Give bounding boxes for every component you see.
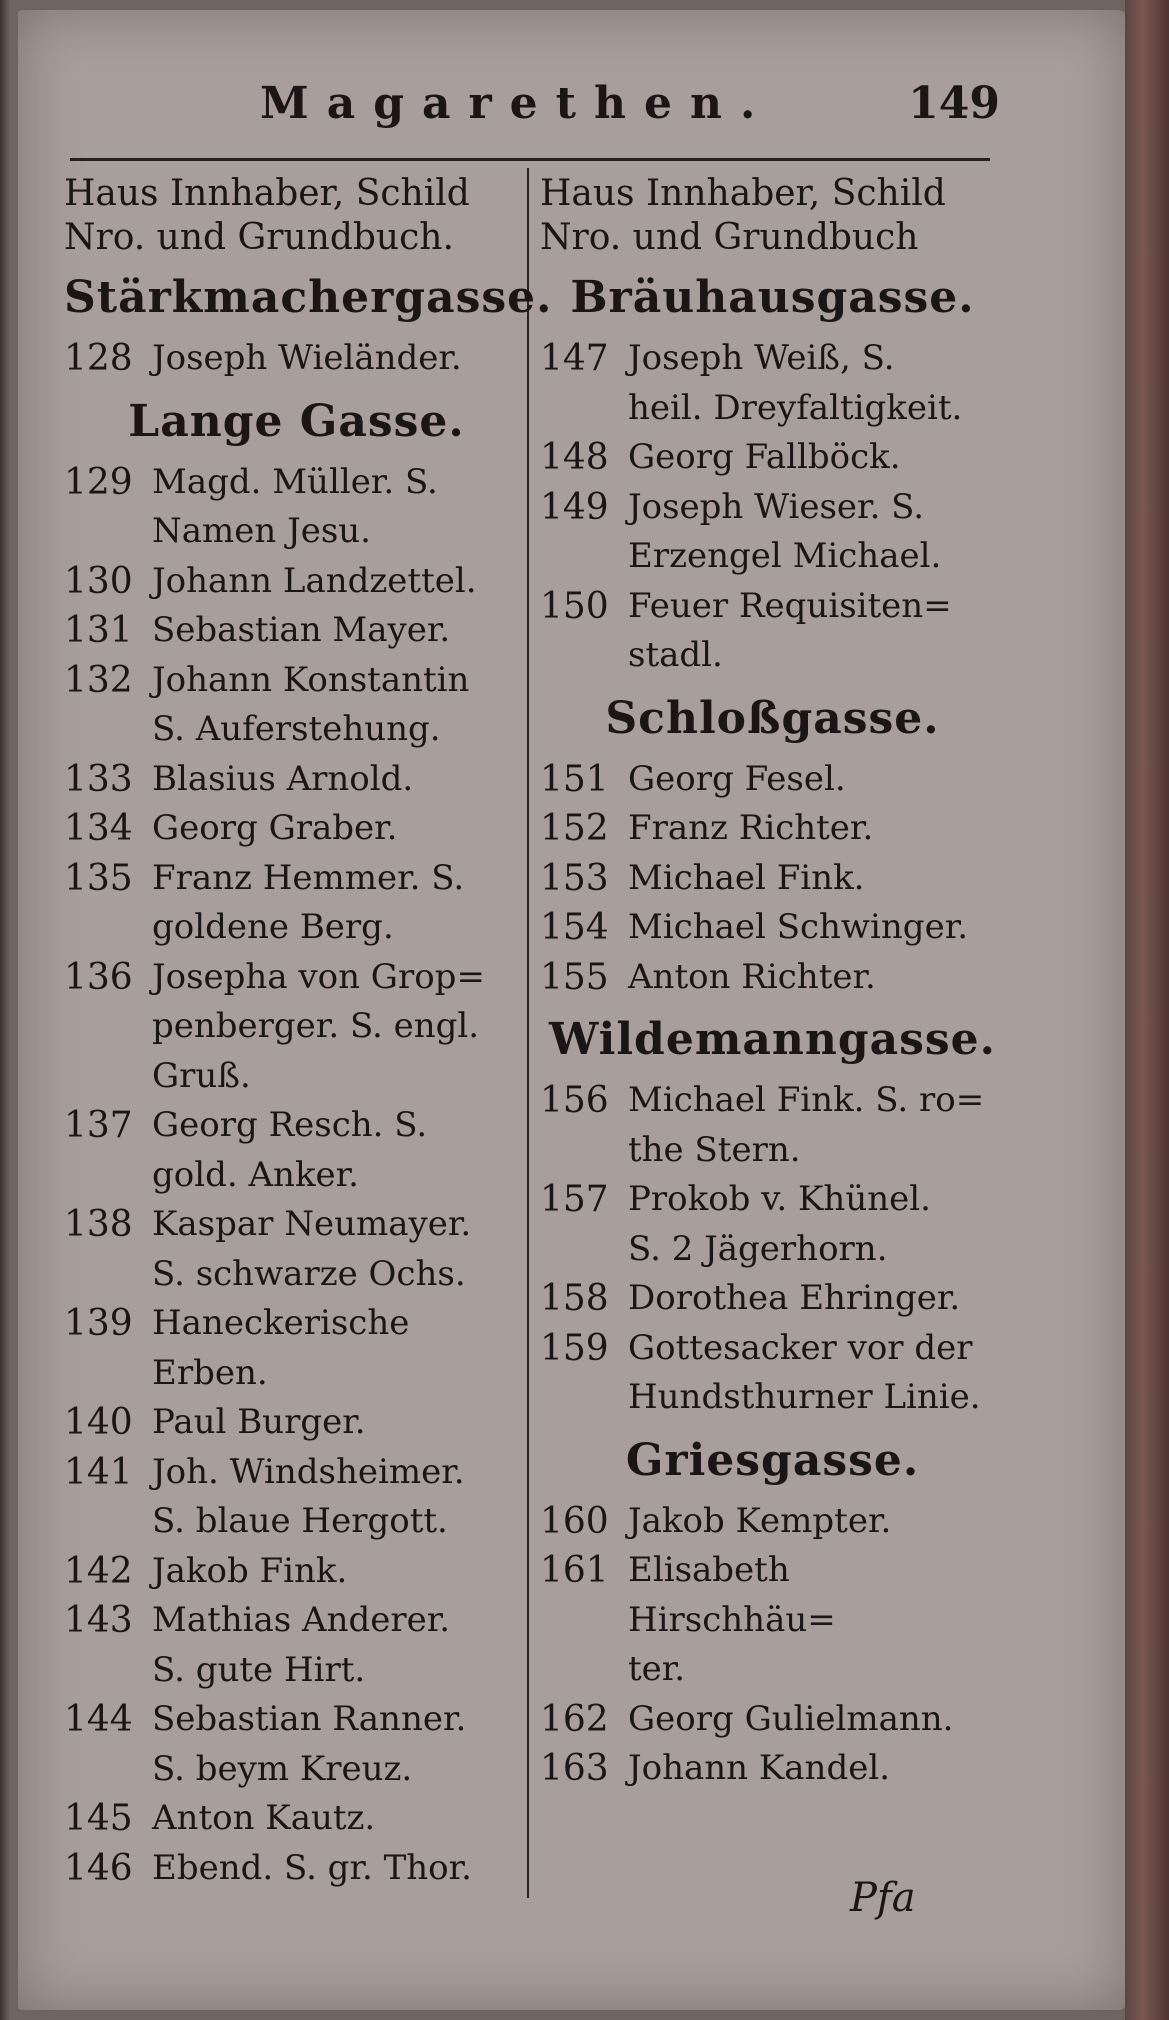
house-entry — [540, 1274, 1005, 1324]
owner-line: Kaspar Neumayer. — [152, 1204, 472, 1244]
column-header — [64, 172, 529, 260]
owner-text — [152, 458, 529, 557]
owner-text — [628, 1546, 1005, 1695]
house-number: 144 — [64, 1699, 133, 1740]
house-entry — [540, 582, 1005, 681]
owner-text — [152, 334, 529, 384]
house-number: 146 — [64, 1847, 133, 1889]
owner-line: S. schwarze Ochs. — [152, 1253, 466, 1294]
street-heading: Wildemanngasse. — [548, 1014, 996, 1065]
house-entry — [540, 953, 1005, 1003]
owner-text — [628, 1744, 1005, 1794]
owner-line: Michael Schwinger. — [628, 907, 969, 947]
owner-line: Joseph Weiß, S. — [628, 338, 895, 378]
house-entry — [64, 1299, 529, 1398]
owner-line: Ebend. S. gr. Thor. — [152, 1847, 472, 1888]
owner-line: goldene Berg. — [152, 907, 394, 947]
right-column — [540, 172, 1005, 1794]
house-entry — [64, 1547, 529, 1597]
owner-text — [152, 1695, 529, 1794]
house-entry — [64, 1101, 529, 1200]
house-entry — [64, 458, 529, 557]
house-number: 163 — [540, 1748, 609, 1789]
owner-line: Dorothea Ehringer. — [628, 1278, 961, 1318]
owner-line: Georg Graber. — [152, 808, 398, 848]
owner-text — [628, 1274, 1005, 1324]
owner-line: Franz Richter. — [628, 808, 874, 848]
owner-text — [628, 1076, 1005, 1175]
owner-text — [152, 557, 529, 607]
owner-line: Georg Fesel. — [628, 758, 846, 799]
house-number: 141 — [64, 1451, 133, 1493]
owner-text — [628, 433, 1005, 483]
owner-line: penberger. S. engl. — [152, 1006, 480, 1046]
owner-text — [628, 755, 1005, 805]
owner-line: the Stern. — [628, 1129, 801, 1170]
house-entry — [540, 1744, 1005, 1794]
owner-line: Michael Fink. — [628, 857, 865, 898]
house-number: 137 — [64, 1105, 133, 1146]
owner-line: S. gute Hirt. — [152, 1649, 366, 1690]
house-number: 153 — [540, 857, 609, 899]
owner-line: Mathias Anderer. — [152, 1600, 451, 1640]
house-entry — [64, 1695, 529, 1794]
owner-text — [152, 656, 529, 755]
house-entry — [540, 483, 1005, 582]
street-heading: Schloßgasse. — [605, 692, 940, 744]
house-number: 131 — [64, 610, 133, 651]
owner-line: Paul Burger. — [152, 1402, 366, 1442]
owner-line: S. blaue Hergott. — [152, 1501, 448, 1541]
owner-text — [628, 582, 1005, 681]
house-number: 148 — [540, 437, 609, 478]
house-number: 149 — [540, 486, 609, 528]
street-heading: Stärkmachergasse. — [64, 272, 553, 323]
page-number: 149 — [908, 78, 1000, 129]
owner-text — [628, 804, 1005, 854]
column-header-line: Haus Innhaber, Schild — [540, 173, 946, 214]
owner-line: Gruß. — [152, 1055, 251, 1096]
owner-text — [152, 1596, 529, 1695]
owner-line: Michael Fink. S. ro= — [628, 1080, 985, 1120]
owner-line: Joseph Wieländer. — [152, 338, 462, 378]
owner-line: gold. Anker. — [152, 1154, 359, 1195]
house-entry — [540, 334, 1005, 433]
owner-line: Gottesacker vor der — [628, 1327, 973, 1368]
owner-text — [152, 1844, 529, 1894]
owner-line: Johann Landzettel. — [152, 560, 477, 601]
house-entry — [64, 804, 529, 854]
catchword: Pfa — [850, 1875, 916, 1921]
house-number: 155 — [540, 956, 609, 998]
house-entry — [64, 755, 529, 805]
owner-text — [628, 903, 1005, 953]
owner-line: S. 2 Jägerhorn. — [628, 1228, 888, 1269]
house-number: 136 — [64, 956, 133, 998]
house-entry — [64, 656, 529, 755]
owner-text — [628, 1695, 1005, 1745]
owner-text — [152, 1448, 529, 1547]
column-header — [540, 172, 1005, 260]
owner-text — [628, 1497, 1005, 1547]
owner-text — [152, 1398, 529, 1448]
house-number: 132 — [64, 659, 133, 701]
house-entry — [64, 1398, 529, 1448]
house-number: 162 — [540, 1698, 609, 1740]
house-entry — [540, 903, 1005, 953]
house-entry — [64, 854, 529, 953]
page-header — [60, 70, 1000, 140]
house-entry — [540, 1546, 1005, 1695]
owner-text — [628, 1324, 1005, 1423]
house-number: 161 — [540, 1550, 609, 1591]
street-heading: Griesgasse. — [625, 1434, 920, 1486]
house-number: 154 — [540, 907, 609, 948]
owner-line: S. Auferstehung. — [152, 709, 441, 749]
house-number: 158 — [540, 1278, 609, 1319]
owner-text — [628, 334, 1005, 433]
house-number: 138 — [64, 1204, 133, 1245]
left-entries — [64, 270, 553, 1893]
running-head: Magarethen. — [260, 78, 774, 129]
owner-line: Elisabeth Hirschhäu= — [628, 1550, 836, 1640]
owner-line: Georg Gulielmann. — [628, 1698, 954, 1739]
owner-text — [152, 755, 529, 805]
owner-line: Franz Hemmer. S. — [152, 857, 465, 898]
owner-line: Namen Jesu. — [152, 511, 371, 551]
owner-line: Sebastian Mayer. — [152, 610, 451, 650]
owner-text — [152, 1547, 529, 1597]
owner-line: Feuer Requisiten= — [628, 585, 952, 626]
owner-line: Jakob Kempter. — [628, 1500, 892, 1541]
owner-line: Joh. Windsheimer. — [152, 1451, 465, 1492]
house-number: 128 — [64, 338, 133, 379]
owner-line: Prokob v. Khünel. — [628, 1179, 931, 1219]
house-entry — [540, 433, 1005, 483]
owner-text — [628, 953, 1005, 1003]
owner-line: S. beym Kreuz. — [152, 1748, 413, 1789]
house-entry — [540, 755, 1005, 805]
owner-text — [152, 953, 529, 1102]
street-heading: Bräuhausgasse. — [570, 272, 975, 323]
left-column — [64, 172, 553, 1893]
owner-text — [628, 1175, 1005, 1274]
house-entry — [540, 1324, 1005, 1423]
house-number: 159 — [540, 1327, 609, 1369]
house-entry — [64, 557, 529, 607]
house-entry — [64, 1448, 529, 1547]
right-entries — [540, 270, 1005, 1794]
owner-line: Blasius Arnold. — [152, 758, 414, 799]
house-number: 152 — [540, 808, 609, 849]
page-edge — [1125, 0, 1169, 2020]
house-number: 142 — [64, 1550, 133, 1592]
house-entry — [540, 1695, 1005, 1745]
header-rule — [70, 158, 990, 161]
owner-line: heil. Dreyfaltigkeit. — [628, 387, 963, 428]
owner-line: stadl. — [628, 635, 723, 675]
house-number: 151 — [540, 758, 609, 800]
house-number: 133 — [64, 758, 133, 800]
owner-text — [628, 483, 1005, 582]
house-entry — [64, 606, 529, 656]
owner-line: Erzengel Michael. — [628, 536, 942, 576]
owner-line: ter. — [628, 1649, 686, 1689]
owner-line: Georg Resch. S. — [152, 1105, 428, 1145]
owner-line: Georg Fallböck. — [628, 437, 901, 477]
house-entry — [64, 1844, 529, 1894]
house-number: 147 — [540, 338, 609, 379]
owner-line: Anton Richter. — [628, 956, 876, 997]
owner-line: Johann Konstantin — [152, 659, 470, 700]
house-entry — [64, 953, 529, 1102]
owner-line: Anton Kautz. — [152, 1798, 376, 1838]
owner-text — [152, 1794, 529, 1844]
owner-text — [152, 1200, 529, 1299]
house-number: 143 — [64, 1600, 133, 1641]
owner-line: Josepha von Grop= — [152, 956, 485, 997]
house-number: 139 — [64, 1303, 133, 1344]
house-entry — [540, 804, 1005, 854]
column-header-line: Nro. und Grundbuch. — [64, 217, 454, 258]
owner-text — [152, 606, 529, 656]
house-number: 156 — [540, 1080, 609, 1121]
owner-line: Hundsthurner Linie. — [628, 1377, 981, 1417]
owner-text — [152, 1299, 529, 1398]
house-entry — [540, 1175, 1005, 1274]
house-number: 130 — [64, 560, 133, 602]
house-number: 150 — [540, 585, 609, 627]
column-header-line: Nro. und Grundbuch — [540, 217, 919, 258]
owner-line: Joseph Wieser. S. — [628, 486, 925, 527]
house-entry — [540, 1076, 1005, 1175]
owner-text — [152, 804, 529, 854]
house-number: 157 — [540, 1179, 609, 1220]
house-number: 140 — [64, 1402, 133, 1443]
owner-text — [152, 854, 529, 953]
house-number: 129 — [64, 461, 133, 503]
house-number: 135 — [64, 857, 133, 899]
house-entry — [64, 1200, 529, 1299]
owner-line: Magd. Müller. S. — [152, 461, 438, 502]
owner-line: Sebastian Ranner. — [152, 1699, 467, 1739]
house-number: 145 — [64, 1798, 133, 1839]
house-number: 134 — [64, 808, 133, 849]
house-number: 160 — [540, 1500, 609, 1542]
owner-text — [152, 1101, 529, 1200]
house-entry — [64, 1794, 529, 1844]
owner-line: Johann Kandel. — [628, 1748, 891, 1788]
owner-line: Jakob Fink. — [152, 1550, 348, 1591]
street-heading: Lange Gasse. — [128, 395, 465, 447]
owner-text — [628, 854, 1005, 904]
house-entry — [540, 1497, 1005, 1547]
column-header-line: Haus Innhaber, Schild — [64, 173, 470, 214]
house-entry — [64, 334, 529, 384]
owner-line: Haneckerische Erben. — [152, 1303, 410, 1393]
house-entry — [540, 854, 1005, 904]
house-entry — [64, 1596, 529, 1695]
